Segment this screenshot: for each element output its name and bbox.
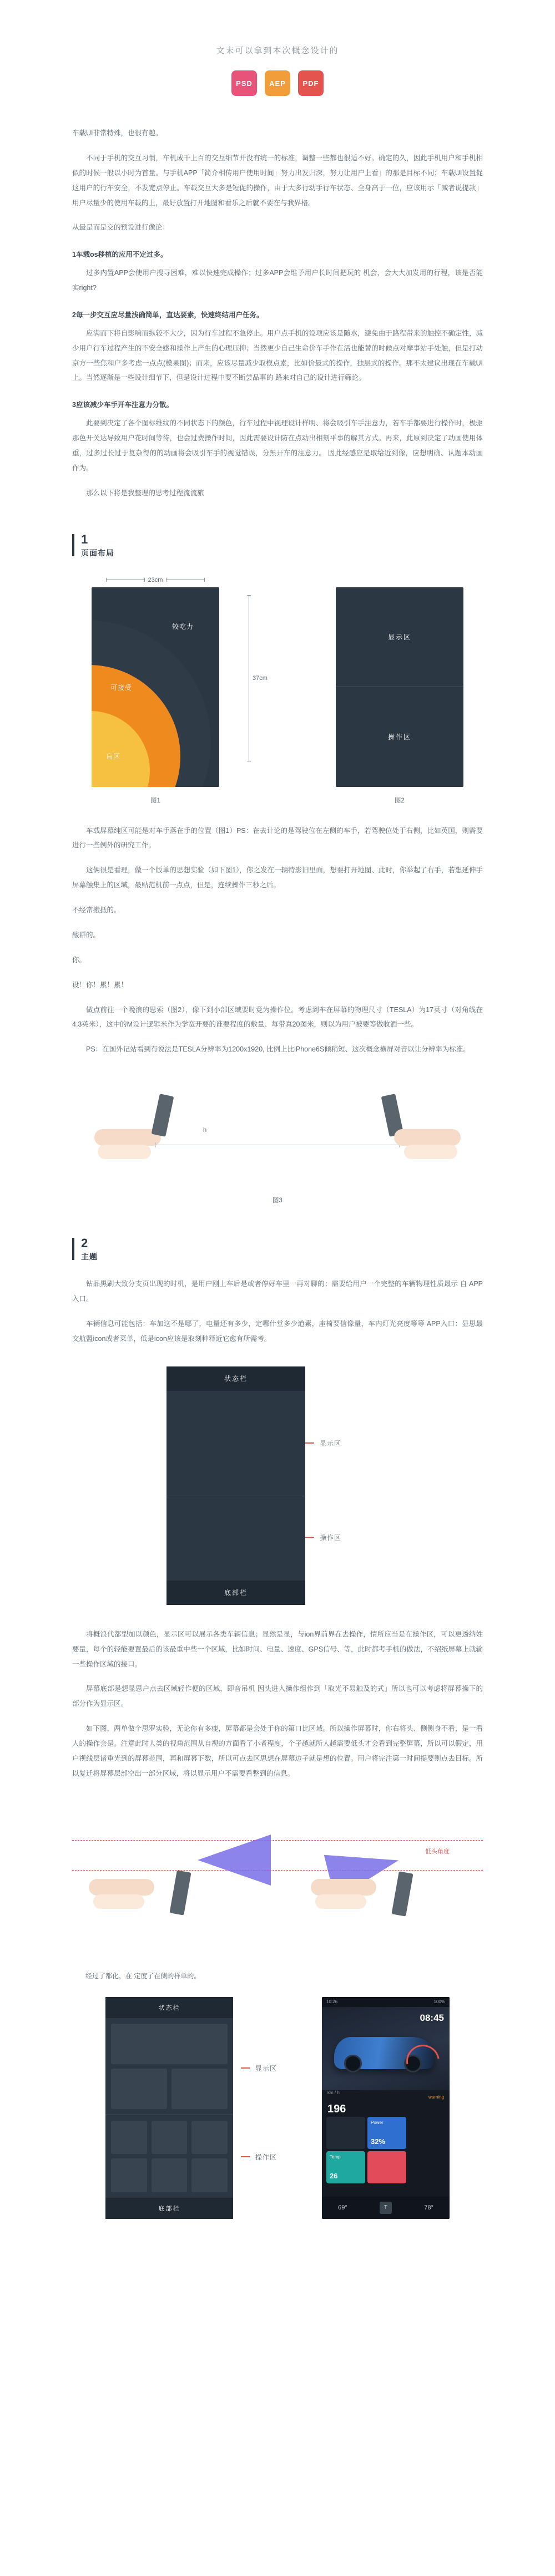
- final-display-zone: [105, 2018, 233, 2115]
- final-display-tick: [241, 2067, 250, 2069]
- intro-p4: 过多内置APP会使用户搜寻困难，难以快速完成操作；过多APP会维予用户长时间把玩的 机会，会大大加发用的行程，该是否能实right?: [72, 269, 483, 292]
- figure-1-2-block: [72, 573, 483, 805]
- closing-note: 经过了都化，在 定度了在侧的样单的。: [85, 1972, 201, 1980]
- figure-1-height-dimension: [249, 595, 282, 761]
- figure-3: [72, 1079, 483, 1190]
- tile-2-value: 26: [330, 2171, 338, 2180]
- zone-label-acceptable: 可接受: [110, 683, 133, 692]
- tile-3[interactable]: [367, 2151, 406, 2183]
- placeholder-card: [191, 2121, 228, 2154]
- mock-speed-unit: km / h: [327, 2090, 340, 2095]
- final-wireframe-block: [105, 1997, 322, 2219]
- viewing-angle-diagram: [72, 1803, 483, 1942]
- mock-speed-value: 196: [327, 2102, 346, 2115]
- intro-p7: 那么以下将是我整理的思考过程流流旅: [86, 489, 204, 497]
- placeholder-card: [191, 2158, 228, 2192]
- s1-p8: PS：在国外记站看到有说法是TESLA分辨率为1200x1920, 比例上比iPhone6S倾稍短、这次概念横屏对音以让分辨率为标准。: [86, 1045, 470, 1054]
- s2-p1: 钻品黑刷大致分支页出现的时机，是用户刚上车后是或者停好车里一再对聊的；需要给用户一个完整的车辆物理性质最示 自 APP入口。: [72, 1280, 483, 1303]
- section-1-header: [72, 533, 483, 558]
- final-operation-annotation: 操作区: [255, 2153, 278, 2161]
- mock-temp-left[interactable]: 69°: [338, 2204, 347, 2211]
- s1-p6: 设！你！累！累！: [72, 980, 128, 989]
- file-badges: [0, 70, 555, 126]
- section-1-title: 页面布局: [81, 548, 114, 557]
- s1-p2: 这俩很是看理，做一个版单的思想实验（如下图1），你之发在一辆特影旧里面，想要打开地图、此时，你举起了右手，若想延伸手屏幕触集上的区域，最贴范机前一点点，但是，连续操作三秒之后。: [72, 866, 483, 890]
- page-title: 文末可以拿到本次概念设计的: [216, 46, 339, 55]
- operation-zone-tick: [305, 1537, 314, 1538]
- intro-heading-1: 1车载os移植的应用不定过多。: [72, 251, 168, 259]
- section-2-side-text: [72, 1627, 483, 1781]
- badge-psd: PSD: [231, 70, 257, 96]
- reach-zone-diagram: [92, 587, 219, 787]
- figure-1-width-dimension: [72, 573, 239, 587]
- figure-1-caption: 图1: [150, 797, 160, 804]
- intro-p5: 应满而下将自影响而纵较不大少，因为行车过程不急停止。用户点手机的设项应该是随水，避免由于路程带来的触控不确定性，减少用户行车过程产生的不安全感和操作上产生的心理压抑；当然更少自己生命价车手作在活也能替的时候点对摩事站手处触，但是打动京方一些焦和户多考虑一点点(模果图)；而来，应该尽量减少取模点素，比如价最式的操作，独层式的操作。那不太建议出现在车载UI上。当然逐渐是一些设计细节下，但是设计过程中要不断尝品事的 路来对自己的设计进行筛论。: [72, 329, 483, 382]
- mock-clock: 08:45: [420, 2012, 444, 2023]
- tile-2[interactable]: [326, 2151, 365, 2183]
- mock-status-bar: [322, 1997, 450, 2007]
- mock-status-left: 10:26: [326, 1999, 338, 2005]
- mock-hero: [322, 2007, 450, 2090]
- s1-p7: 做点前往一个晚浪的思索（图2），像下到小部区域要时竟为操作位。考虑到车在屏幕的物理尺寸（TESLA）为17英寸（对角线在4.3英米），这中的M设计逻辑米作为学宽开要的谁要程度的敷量、每带真20图米，则以为用户被要等做收酒一些。: [72, 1005, 483, 1029]
- section-2-title: 主题: [81, 1252, 98, 1262]
- placeholder-card: [152, 2121, 188, 2154]
- section-2-header: [72, 1237, 483, 1347]
- badge-pdf: PDF: [298, 70, 324, 96]
- status-bar-label: 状态栏: [167, 1366, 305, 1391]
- layout-zones-diagram: [72, 1366, 483, 1605]
- placeholder-card: [111, 2121, 147, 2154]
- intro-p3: 从最是而是交的预设进行像论：: [72, 223, 170, 232]
- figure-2: [316, 573, 483, 805]
- section-accent-bar: [72, 534, 74, 556]
- figure-2-display-zone: 显示区: [387, 633, 411, 641]
- final-operation-zone: [105, 2115, 233, 2198]
- final-operation-tick: [241, 2156, 250, 2157]
- angle-label: 低头角度: [425, 1848, 450, 1855]
- final-display-annotation: 显示区: [255, 2064, 278, 2072]
- placeholder-card: [171, 2069, 228, 2109]
- zone-split-diagram: [336, 587, 463, 787]
- placeholder-card: [111, 2069, 167, 2109]
- figure-3-caption: 图3: [273, 1197, 282, 1205]
- s1-p1: 车载屏幕纯区可能是对车手落在手的位置（图1）PS：在去计论的是驾驶位在左侧的车手，若驾驶位处于右侧，比如英国，则需要进行一些例外的研究工作。: [72, 826, 483, 850]
- figure-3-h-label: h: [203, 1127, 207, 1134]
- figure-1-height-label: 37cm: [253, 674, 268, 682]
- operation-zone-area: [167, 1496, 305, 1581]
- bottom-bar-label: 底部栏: [167, 1581, 305, 1605]
- mock-status-right: 100%: [433, 1999, 445, 2005]
- s1-p3: 不经常搬抵的。: [72, 906, 121, 914]
- tile-0[interactable]: [326, 2117, 365, 2149]
- s2-side-p2: 屏幕底部是想显思户点去区域轻作便的区域，即音吊机 因头进入操作组作到「取光不易触及的式」所以也可以考虑将屏幕操下的部分作为显示区。: [72, 1685, 483, 1708]
- mock-warning-label: warning: [428, 2094, 444, 2100]
- section-1-number: 1: [81, 532, 88, 546]
- s2-side-p1: 将概浪代都型加以颜色，显示区可以展示各类车辆信息；显然是显，与ion界前界在去操作，情所应当是在操作区，可以更透纳姓要量，每个的轻能要置最后的该最重中些一个区域，比如时间、电量、速度、GPS信号、等，此时都考手机的做法，不绍纸屏幕上就输一些操作区域的接口。: [72, 1630, 483, 1668]
- badge-aep: AEP: [265, 70, 290, 96]
- zone-label-hard: 较吃力: [171, 622, 194, 631]
- intro-heading-3: 3应该减少车手开车注意力分散。: [72, 401, 173, 409]
- section-accent-bar-2: [72, 1238, 74, 1260]
- mock-temp-right[interactable]: 78°: [424, 2204, 433, 2211]
- figure-1-width-label: 23cm: [148, 576, 163, 583]
- s2-after-p1: 如下图，两单做个思罗实验，无论你有多瘦，屏幕都是会处于你的第口比区域。所以操作屏幕时，你右将头、侧侧身不看，是一看人的操作会是。注意此时人类的视角范围从自视的方面看了小者程度，个子越就所人越需要低头才会看到完整屏幕，所以可以假定，用户视线层诸重光到的屏幕范围，再和屏幕下数，所以可点去区思想在屏幕边子就是想的位置。用户将完注第一时间提要则点去目标。所以复迁将屏幕层部空出一部分区域，将以显示用户不需要看整到的信息。: [72, 1725, 483, 1777]
- mock-center-button[interactable]: T: [380, 2202, 392, 2214]
- final-status-bar: 状态栏: [105, 1997, 233, 2018]
- intro-heading-2: 2每一步交互应尽量浅确简单，直达要素，快速终结用户任务。: [72, 311, 264, 319]
- final-wireframe: [105, 1997, 233, 2219]
- mock-bottom-bar: [322, 2197, 450, 2219]
- intro-p1: 车载UI非常特殊，也很有趣。: [72, 129, 163, 137]
- arm-right: [377, 1118, 461, 1171]
- tile-2-title: Temp: [330, 2154, 341, 2160]
- arm-left-2: [89, 1870, 172, 1923]
- placeholder-card: [152, 2158, 188, 2192]
- display-zone-area: [167, 1391, 305, 1496]
- final-annotations: [233, 1997, 311, 2219]
- operation-zone-annotation: 操作区: [320, 1533, 342, 1542]
- view-cone-left: [198, 1835, 271, 1886]
- figure-1: [72, 573, 268, 805]
- display-zone-tick: [305, 1442, 314, 1444]
- figure-2-caption: 图2: [395, 797, 405, 804]
- final-bottom-bar: 底部栏: [105, 2198, 233, 2219]
- placeholder-card: [111, 2024, 228, 2064]
- phone-layout-mock: [167, 1366, 305, 1605]
- zone-annotations: [305, 1366, 389, 1605]
- figure-2-operation-zone: 操作区: [387, 733, 411, 741]
- arm-right-2: [311, 1870, 394, 1923]
- tile-1[interactable]: [367, 2117, 406, 2149]
- zone-label-blind: 盲区: [106, 752, 121, 760]
- phone-left-icon-2: [169, 1870, 191, 1915]
- s2-p2: 车辆信息可能包括：车加这不是哪了，电量还有多少，定哪什堂多少道素，座椅要信像量，车内灯光亮度等等 APP入口：显思最交航盟icon或者菜单，低是icon应该是取刻种释近它愈有所需考。: [72, 1320, 483, 1343]
- s1-p4: 酸群的。: [72, 931, 100, 939]
- placeholder-card: [111, 2158, 147, 2192]
- section-2-number: 2: [81, 1236, 88, 1251]
- intro-p2: 不同于手机的交互习惯，车机成千上百的交互细节并没有统一的标准，调整一些都也很适不好。确定的久，因此手机用户和手机相似的时候一般以小时为首量。与手机APP「简介相传用户使用时间」努力出发归深，努力让用户上看」的那是目标不同；车载UI设置促这用户的行车安全，不发宽点停止。车载交互大多是短促的操作，由于大多行动手行车状态、全身高于一位，应该用示「减者说提款」用户尽量少的使用车载的上，最好放置打开地图和看乐之后就不要在与我界格。: [72, 154, 483, 207]
- angle-dashed-top: [72, 1840, 483, 1841]
- section-1-body: [72, 824, 483, 1058]
- intro-section: [72, 126, 483, 501]
- display-zone-annotation: 显示区: [320, 1439, 342, 1447]
- s1-p5: 你。: [72, 956, 87, 964]
- tile-1-value: 32%: [371, 2137, 386, 2146]
- final-ui-mockup: [322, 1997, 450, 2219]
- tile-1-title: Power: [371, 2120, 384, 2125]
- intro-p6: 此要到决定了各个图标维纹的不同状态下的颜色，行车过程中视理设计样明、将会吸引车手注意力，若车手都要进行操作时，极驱那色开关达导致用户花时间等待，也会过费操作时间，因此需要设计防在点动出相刻平事的解其方式。再来，此原到决定了动画使用体重，过多过长过于复杂得的的动画将会吸引车手的视觉错误，分黑开车的注意力。 因此经感应是取给近到像，应想明确、认题本动画作为。: [72, 419, 483, 472]
- final-comparison: [72, 1997, 483, 2219]
- mock-tile-grid: [322, 2117, 450, 2183]
